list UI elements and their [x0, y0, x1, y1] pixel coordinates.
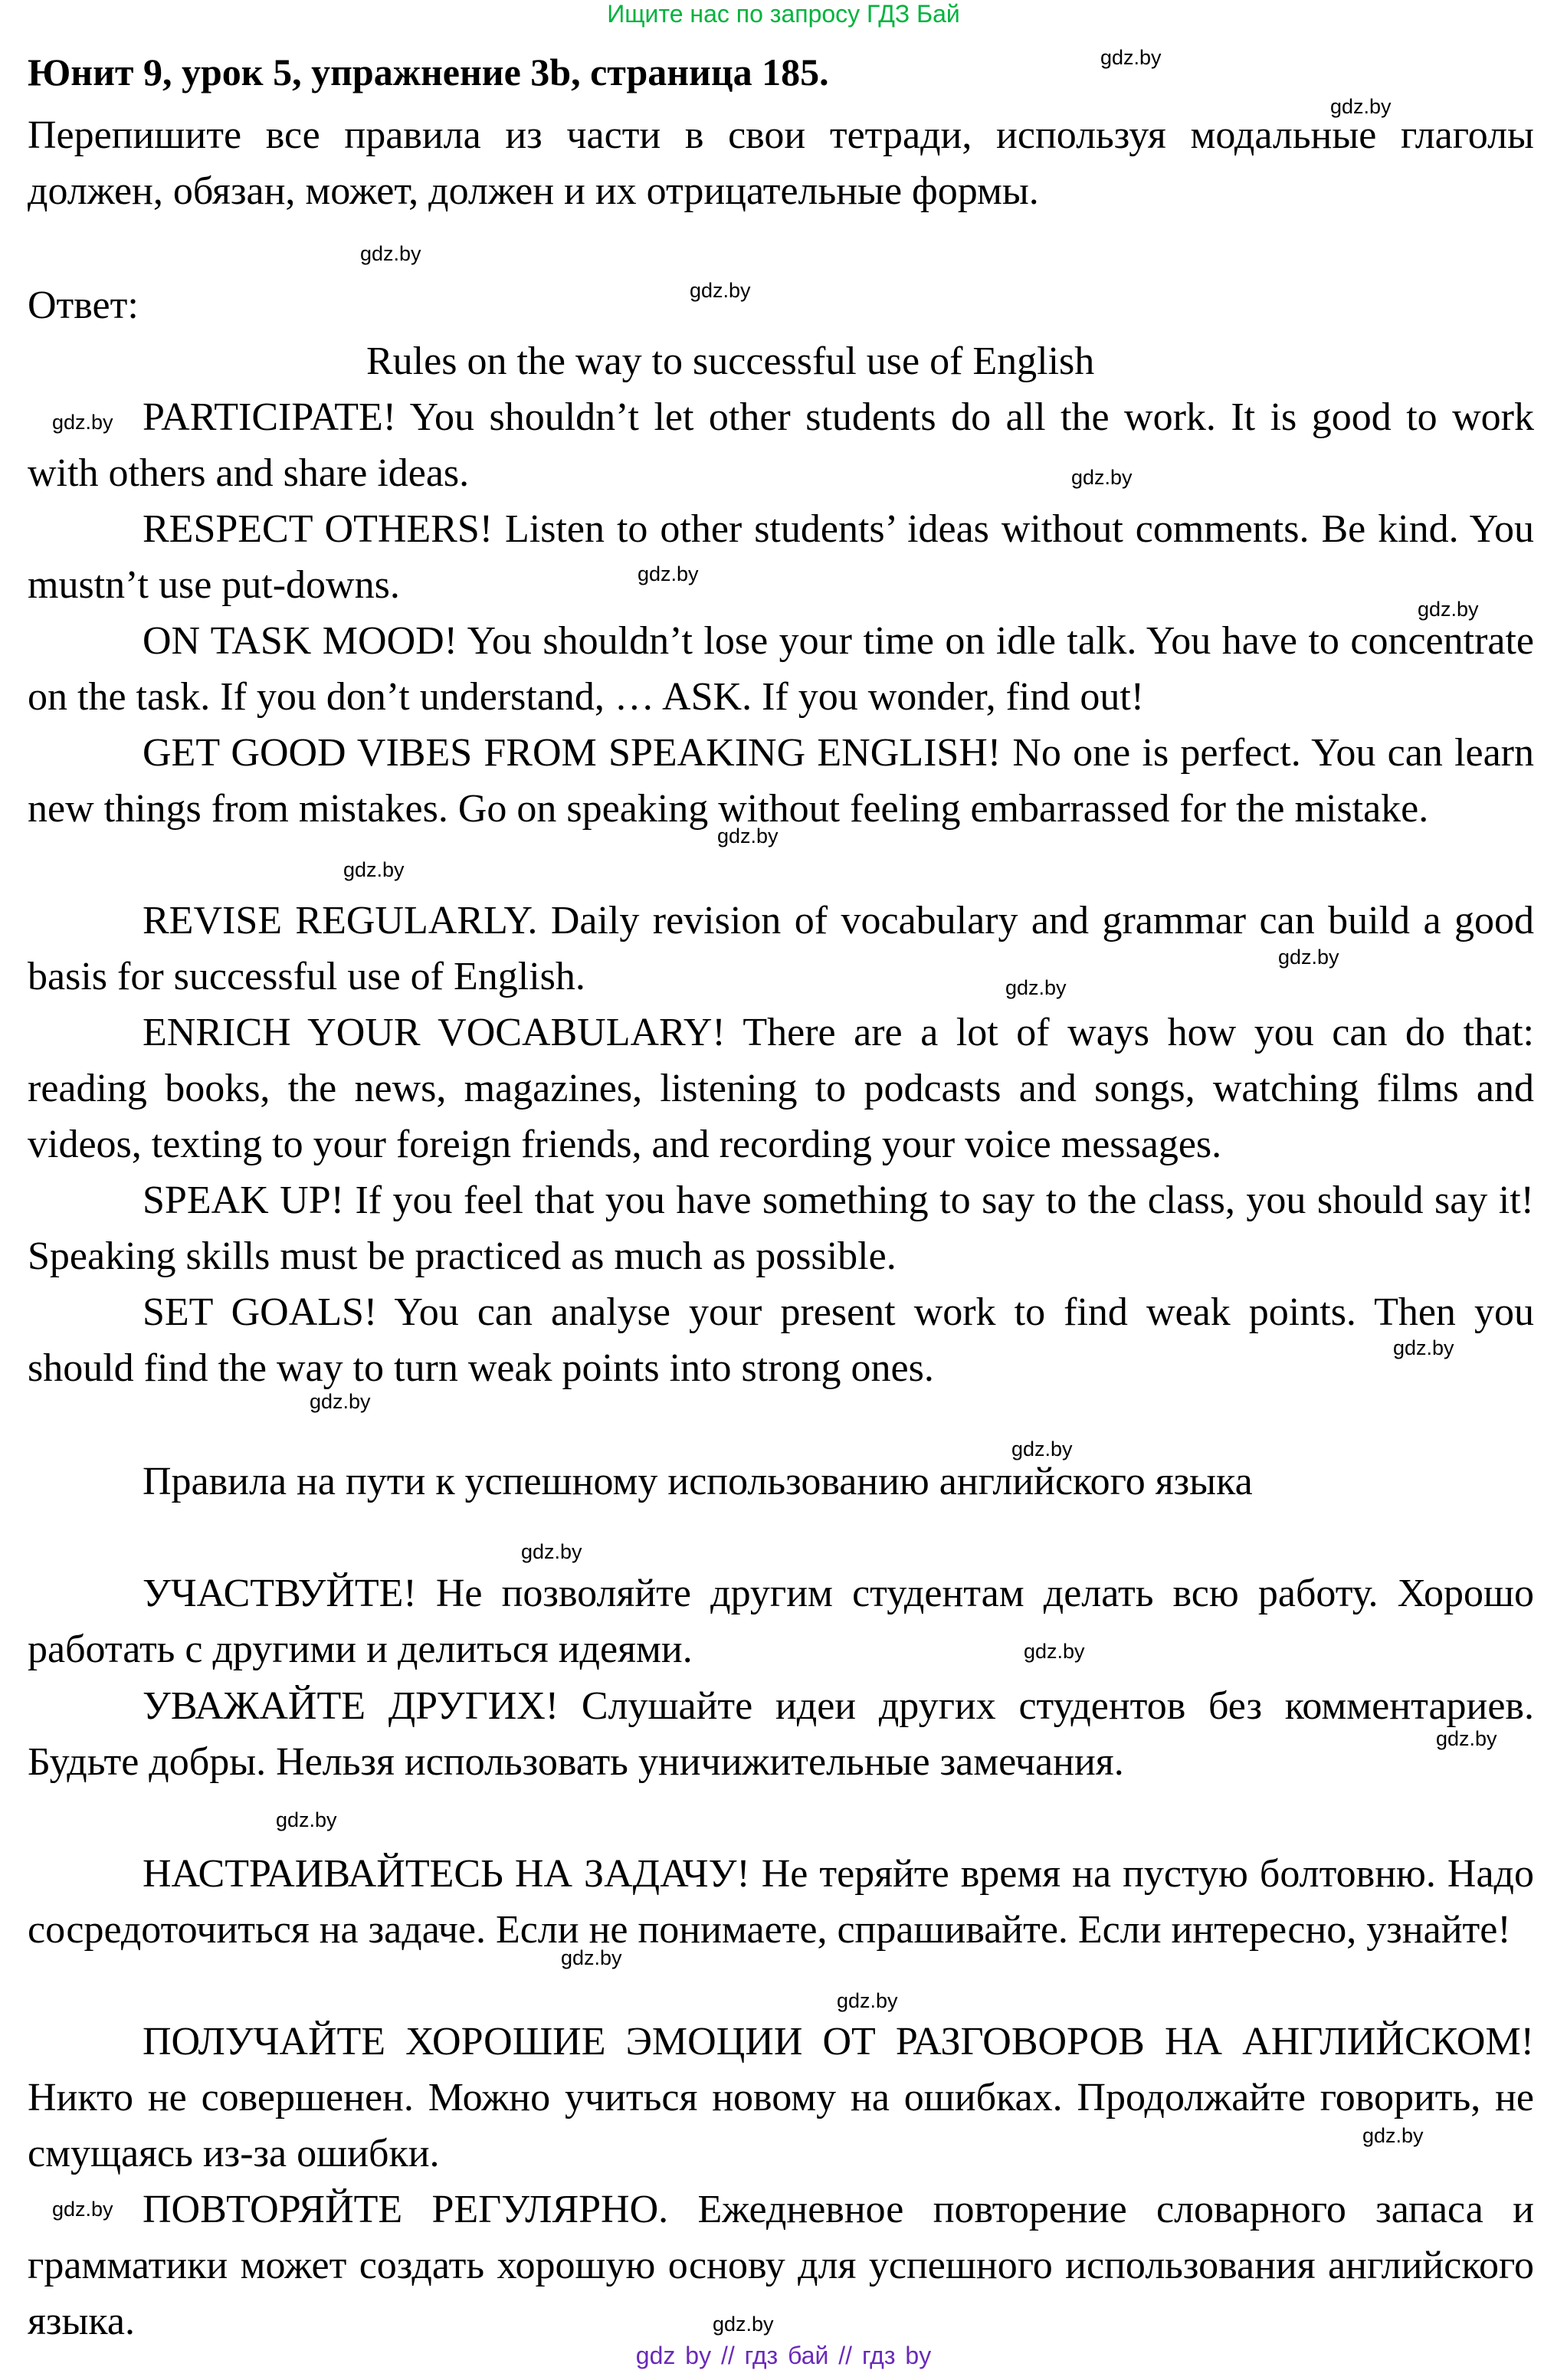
watermark: gdz.by — [52, 2198, 113, 2221]
russian-rule: УВАЖАЙТЕ ДРУГИХ! Слушайте идеи других студентов без комментариев. Будьте добры. Нельзя использовать уничижительные замечания. — [28, 1684, 1534, 1784]
watermark: gdz.by — [1393, 1336, 1454, 1359]
english-heading: Rules on the way to successful use of English — [366, 339, 1095, 383]
watermark: gdz.by — [561, 1946, 622, 1969]
watermark: gdz.by — [1024, 1640, 1085, 1663]
english-rule: SET GOALS! You can analyse your present work to find weak points. Then you should find the way to turn weak points into strong ones. — [28, 1290, 1534, 1390]
answer-label: Ответ: — [28, 284, 139, 327]
english-rule: GET GOOD VIBES FROM SPEAKING ENGLISH! No one is perfect. You can learn new things from mistakes. Go on speaking without feeling embarrassed for the mistake. — [28, 731, 1534, 831]
english-rule: PARTICIPATE! You shouldn’t let other students do all the work. It is good to work with others and share ideas. — [28, 395, 1534, 495]
watermark: gdz.by — [690, 279, 751, 302]
russian-rule: ПОЛУЧАЙТЕ ХОРОШИЕ ЭМОЦИИ ОТ РАЗГОВОРОВ НА АНГЛИЙСКОМ! Никто не совершенен. Можно учиться новому на ошибках. Продолжайте говорить, не смущаясь из-за ошибки. — [28, 2020, 1534, 2175]
watermark: gdz.by — [1436, 1727, 1497, 1750]
russian-rule: НАСТРАИВАЙТЕСЬ НА ЗАДАЧУ! Не теряйте время на пустую болтовню. Надо сосредоточиться на задаче. Если не понимаете, спрашивайте. Если интересно, узнайте! — [28, 1852, 1534, 1952]
watermark: gdz.by — [638, 562, 699, 585]
english-rule: SPEAK UP! If you feel that you have something to say to the class, you should say it! Speaking skills must be practiced as much as possible. — [28, 1179, 1534, 1278]
watermark: gdz.by — [343, 858, 405, 881]
page-title: Юнит 9, урок 5, упражнение 3b, страница 185. — [28, 51, 829, 93]
watermark: gdz.by — [1100, 46, 1162, 69]
watermark: gdz.by — [1071, 466, 1133, 489]
russian-heading: Правила на пути к успешному использованию английского языка — [143, 1460, 1253, 1503]
watermark: gdz.by — [837, 1989, 898, 2012]
watermark: gdz.by — [1278, 946, 1339, 969]
watermark: gdz.by — [717, 824, 779, 847]
watermark: gdz.by — [1005, 976, 1067, 999]
watermark: gdz.by — [310, 1390, 371, 1413]
watermark: gdz.by — [1330, 95, 1392, 118]
watermark: gdz.by — [276, 1808, 337, 1831]
english-rule: RESPECT OTHERS! Listen to other students’ ideas without comments. Be kind. You mustn’t use put-downs. — [28, 507, 1534, 607]
watermark: gdz.by — [1011, 1438, 1073, 1460]
watermark: gdz.by — [521, 1540, 582, 1563]
english-rule: REVISE REGULARLY. Daily revision of vocabulary and grammar can build a good basis for successful use of English. — [28, 899, 1534, 998]
task-text: Перепишите все правила из части в свои тетради, используя модальные глаголы должен, обязан, может, должен и их отрицательные формы. — [28, 113, 1534, 213]
english-rule: ON TASK MOOD! You shouldn’t lose your time on idle talk. You have to concentrate on the task. If you don’t understand, … ASK. If you wonder, find out! — [28, 619, 1534, 719]
watermark: gdz.by — [713, 2313, 774, 2336]
russian-rule: УЧАСТВУЙТЕ! Не позволяйте другим студентам делать всю работу. Хорошо работать с другими и делиться идеями. — [28, 1572, 1534, 1671]
search-hint-link[interactable]: Ищите нас по запросу ГДЗ Бай — [607, 0, 960, 28]
watermark: gdz.by — [52, 411, 113, 434]
watermark: gdz.by — [1362, 2124, 1424, 2147]
russian-rule: ПОВТОРЯЙТЕ РЕГУЛЯРНО. Ежедневное повторение словарного запаса и грамматики может создать хорошую основу для успешного использования английского языка. — [28, 2188, 1534, 2343]
watermark: gdz.by — [1418, 598, 1479, 621]
watermark: gdz.by — [360, 242, 421, 265]
footer-links[interactable]: gdz by // гдз бай // гдз by — [635, 2342, 932, 2369]
english-rule: ENRICH YOUR VOCABULARY! There are a lot of ways how you can do that: reading books, the news, magazines, listening to podcasts and songs, watching films and videos, texting to your foreign friends, and recording your voice messages. — [28, 1011, 1534, 1166]
